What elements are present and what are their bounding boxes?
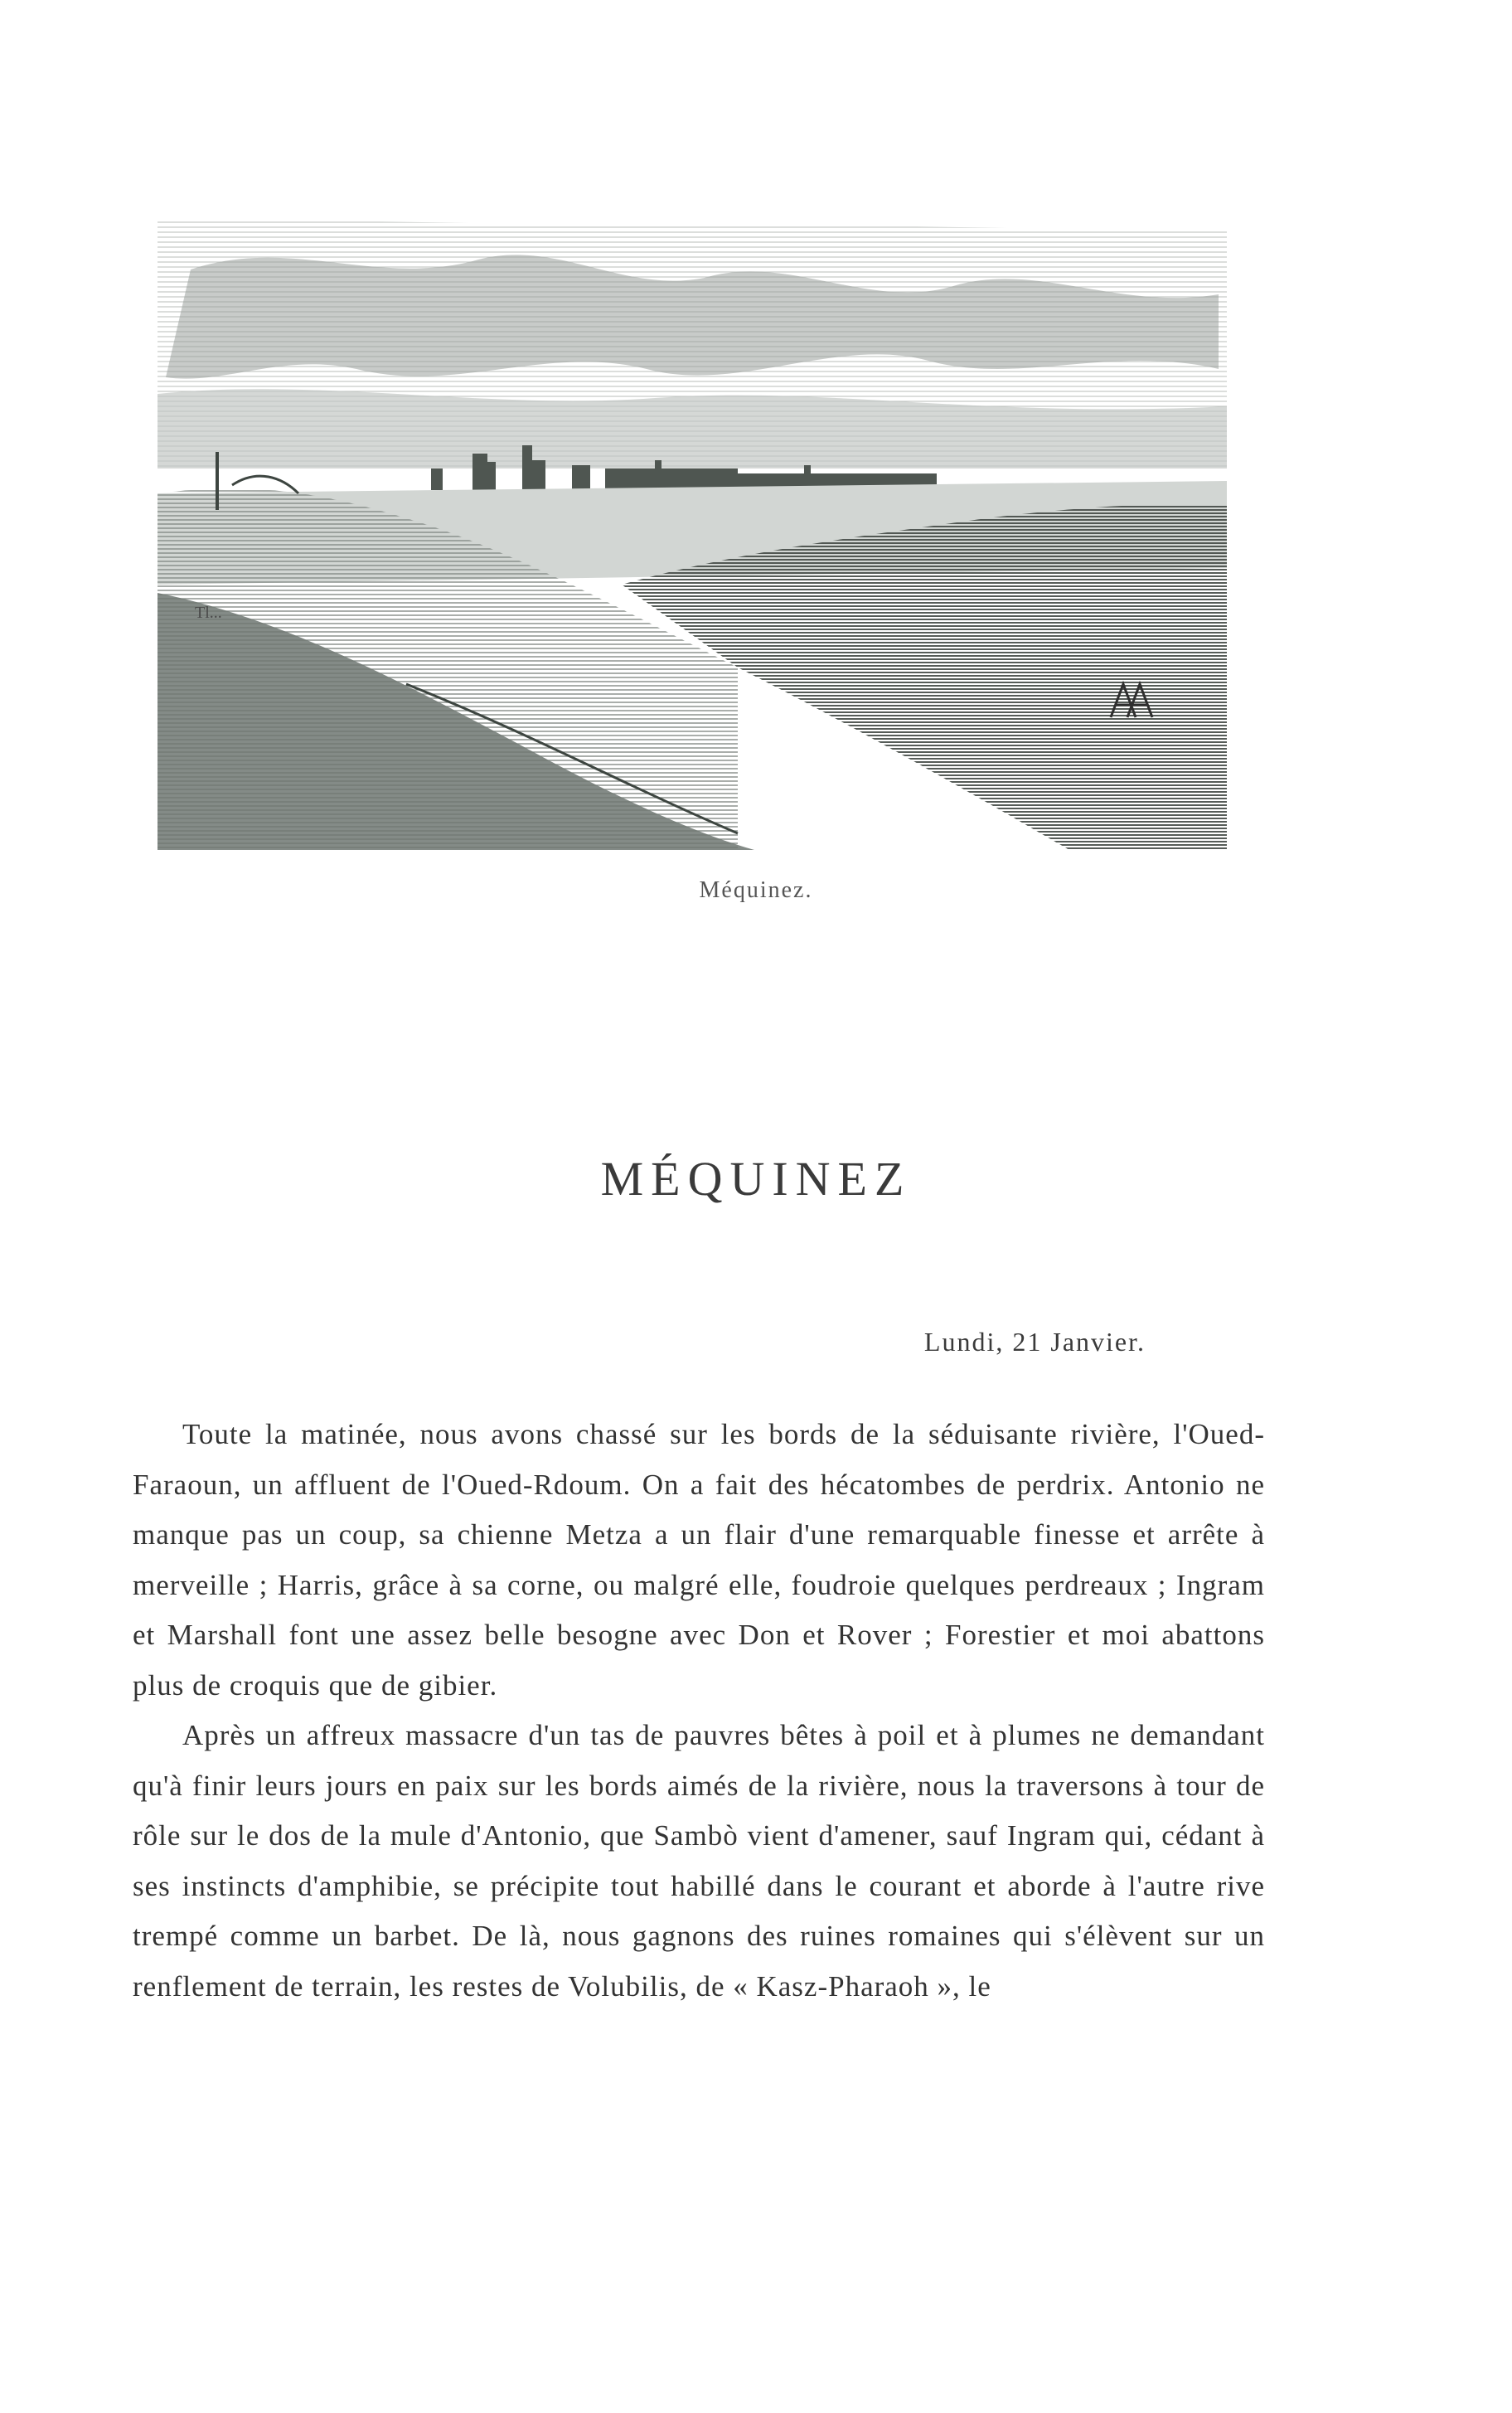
dateline: Lundi, 21 Janvier. [923,1327,1146,1357]
engraver-signature: Tl... [195,604,222,622]
illustration-caption: Méquinez. [699,877,813,903]
body-text [133,1410,1265,2012]
paragraph: Toute la matinée, nous avons chassé sur les bords de la séduisante rivière, l'Oued-Faraoun, un affluent de l'Oued-Rdoum. On a fait des hécatombes de perdrix. Antonio ne manque pas un coup, sa chienne Metza a un flair d'une remarquable finesse et arrête à merveille ; Harris, grâce à sa corne, ou malgré elle, foudroie quelques perdreaux ; Ingram et Marshall font une assez belle besogne avec Don et Rover ; Forestier et moi abattons plus de croquis que de gibier. [133,1418,1265,1702]
landscape-engraving [158,220,1235,850]
chapter-title: MÉQUINEZ [600,1152,912,1206]
engraving-svg [158,220,1235,850]
paragraph: Après un affreux massacre d'un tas de pauvres bêtes à poil et à plumes ne demandant qu'à finir leurs jours en paix sur les bords aimés de la rivière, nous la traversons à tour de rôle sur le dos de la mule d'Antonio, que Sambò vient d'amener, sauf Ingram qui, cédant à ses instincts d'amphibie, se précipite tout habillé dans le courant et aborde à l'autre rive trempé comme un barbet. De là, nous gagnons des ruines romaines qui s'élèvent sur un renflement de terrain, les restes de Volubilis, de « Kasz-Pharaoh », le [133,1719,1265,2003]
